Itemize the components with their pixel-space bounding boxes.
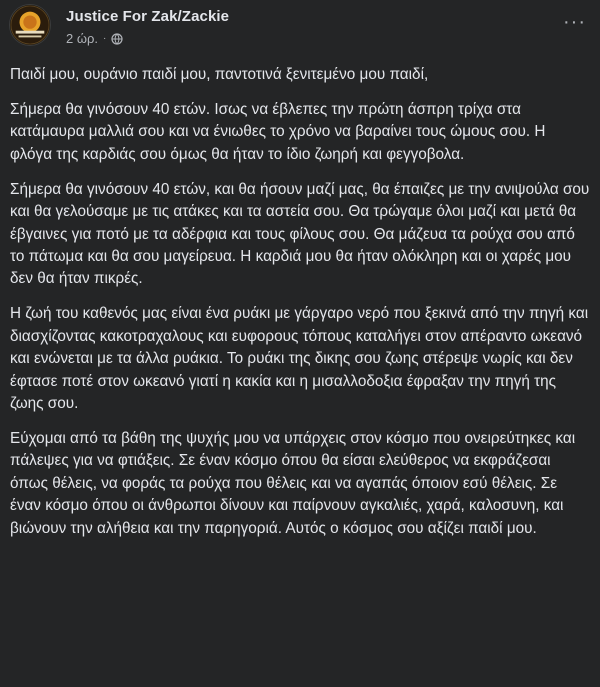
globe-icon[interactable] (111, 33, 123, 45)
meta-separator: · (103, 33, 107, 44)
post-paragraph-5: Εύχομαι από τα βάθη της ψυχής μου να υπάρχεις στον κόσμο που ονειρεύτηκες και πάλεψες για να φτιάξεις. Σε έναν κόσμο όπου θα είσαι ελεύθερος να εκφράζεσαι όπως θέλεις, να φοράς τα ρούχα που θέλεις και να αγαπάς όποιον εσύ θέλεις. Σε έναν κόσμο όπου οι άνθρωποι δίνουν και παίρνουν αγκαλιές, χαρά, καλοσυνη, και βιώνουν την αλήθεια και την παρηγοριά. Αυτός ο κόσμος σου αξίζει παιδί μου. (10, 430, 576, 537)
post-paragraph-1: Παιδί μου, ουράνιο παιδί μου, παντοτινά ξενιτεμένο μου παιδί, (10, 66, 429, 83)
post-meta (66, 31, 123, 46)
post-header (0, 0, 600, 60)
post-paragraph-3: Σήμερα θα γινόσουν 40 ετών, και θα ήσουν μαζί μας, θα έπαιζες με την ανιψούλα σου και θα γελούσαμε με τις ατάκες και τα αστεία σου. Θα τρώγαμε όλοι μαζί και μετά θα έβγαινες για ποτό με τα αδέρφια και τους φίλους σου. Θα μάζευα τα ρούχα σου από το πάτωμα και θα σου μαγείρευα. Η καρδιά μου θα ήταν ολόκληρη και οι χαρές μου δεν θα ήταν πικρές. (10, 180, 590, 288)
seal-logo-icon (10, 5, 50, 45)
page-avatar[interactable] (9, 4, 51, 46)
author-name[interactable]: Justice For Zak/Zackie (66, 8, 230, 25)
post-paragraph-4: Η ζωή του καθενός μας είναι ένα ρυάκι με γάργαρο νερό που ξεκινά από την πηγή και διασχίζοντας κακοτραχαλους και ευφορους τόπους καταλήγει στον απέραντο ωκεανό και ενώνεται με τα άλλα ρυάκια. Το ρυάκι της δικης σου ζωης στέρεψε νωρίς και δεν έφτασε ποτέ στον ωκεανό γιατί η κακία και η μισαλλοδοξια έφραξαν την πηγή της ζωης σου. (10, 305, 589, 413)
more-options-icon[interactable]: ··· (563, 11, 586, 33)
post-time[interactable]: 2 ώρ. (66, 31, 98, 46)
post-paragraph-2: Σήμερα θα γινόσουν 40 ετών. Ισως να έβλεπες την πρώτη άσπρη τρίχα στα κατάμαυρα μαλλιά σου και να ένιωθες το χρόνο να βαραίνει τους ώμους σου. Η φλόγα της καρδιάς σου όμως θα ήταν το ίδιο ζωηρή και φεγγοβολα. (10, 101, 546, 163)
post-body (10, 64, 590, 553)
